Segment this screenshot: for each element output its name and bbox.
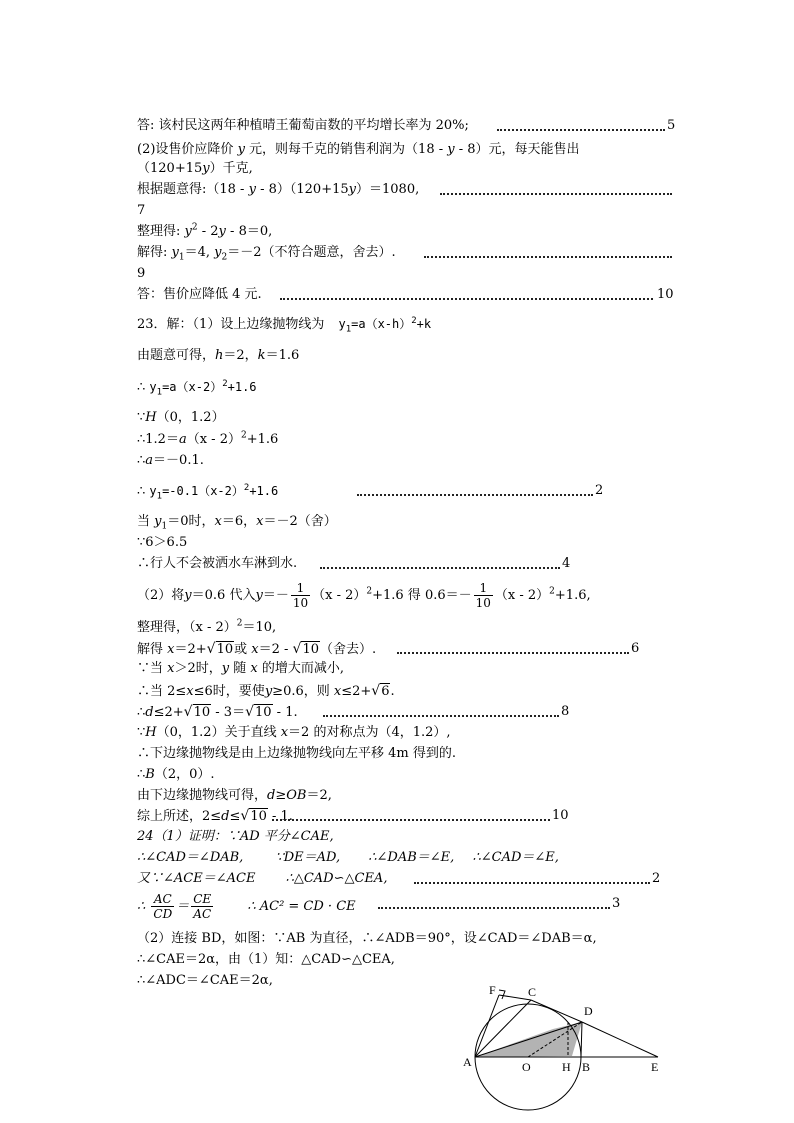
line-part2-setup: (2)设售价应降价 y 元，则每千克的销售利润为（18 - y - 8）元，每天能售出 xyxy=(137,142,580,157)
line-answer-price: 答：售价应降低 4 元. xyxy=(137,287,262,302)
line-q23-intro: 23．解：（1）设上边缘抛物线为 $y_1=a(x-h)^2+k$ xyxy=(137,316,432,335)
geometry-figure xyxy=(458,982,678,1117)
line-de xyxy=(582,1022,658,1057)
line-final-parabola: ∴ $y_1=-0.1(x-2)^2+1.6$ xyxy=(137,483,279,502)
line-symmetry: ∵H（0，1.2）关于直线 x＝2 的对称点为（4，1.2）, xyxy=(137,725,451,740)
right-angle-mark xyxy=(499,990,505,999)
label-a: A xyxy=(463,1055,472,1069)
line-angle-cae: ∴∠CAE＝2α，由（1）知：△CAD∽△CEA, xyxy=(137,952,395,967)
line-answer-growth xyxy=(137,116,469,136)
label-h: H xyxy=(562,1060,571,1074)
leader-dots xyxy=(357,494,593,497)
line-monotonic: ∵当 x＞2时，y 随 x 的增大而减小, xyxy=(137,661,344,676)
label-e: E xyxy=(651,1060,659,1074)
line-ratio: ∴ $\frac{AC}{CD}$ ＝ $\frac{CE}{AC}$ ∴ AC² = CD · CE xyxy=(137,892,356,921)
label-f: F xyxy=(489,983,496,997)
score-mark: 7 xyxy=(137,203,146,218)
line-summary: 综上所述，2≤d≤√10 - 1. xyxy=(137,806,293,826)
line-equation: 根据题意得:（18 - y - 8）（120+15y）＝1080, xyxy=(137,182,420,197)
fraction: $\frac{1}{10}$ xyxy=(292,581,309,610)
line-solve: 解得: $y_1=4$, $y_2=-2$（不符合题意，舍去）. xyxy=(137,245,396,263)
score-mark: 10 xyxy=(552,808,569,823)
leader-dots xyxy=(378,907,610,910)
score-mark: 2 xyxy=(652,871,661,886)
label-c: C xyxy=(528,985,537,999)
leader-dots xyxy=(280,298,653,301)
line-part2-connect: （2）连接 BD，如图：∵AB 为直径，∴∠ADB＝90°，设∠CAD＝∠DAB＝α, xyxy=(137,931,597,946)
line-point-h: ∵H（0，1.2） xyxy=(137,410,225,425)
score-mark: 5 xyxy=(667,118,676,133)
label-d: D xyxy=(584,1004,593,1018)
line-part2-substitute: （2）将y＝0.6 代入y＝－ $\frac{1}{10}$ （x - 2）$^2$+1.6 得 0.6＝－ $\frac{1}{10}$ （x - 2）$^2$+1.6, xyxy=(137,581,591,610)
line-q24-intro: 24（1）证明：∵AD 平分∠CAE, xyxy=(137,829,334,844)
formula: $y_1=a(x-h)^2+k$ xyxy=(338,316,432,335)
line-substitute: ∴1.2＝a（x - 2）$^2$+1.6 xyxy=(137,430,279,447)
score-mark: 8 xyxy=(561,704,570,719)
score-mark: 6 xyxy=(631,641,640,656)
line-fc xyxy=(499,995,531,1000)
leader-dots xyxy=(414,882,650,885)
line-point-b: ∴B（2，0）. xyxy=(137,767,215,782)
line-simplify-2: 整理得，（x - 2）$^2$＝10, xyxy=(137,618,277,635)
line-db xyxy=(581,1022,582,1057)
sqrt: √10 xyxy=(183,704,211,720)
leader-dots xyxy=(272,819,550,822)
score-mark: 9 xyxy=(137,266,146,281)
line-compare: ∵6＞6.5 xyxy=(137,535,188,550)
leader-dots xyxy=(497,129,665,132)
sqrt: √10 xyxy=(206,641,234,657)
line-conclusion-1: ∴行人不会被洒水车淋到水. xyxy=(137,556,298,571)
line-af xyxy=(475,995,499,1057)
leader-dots xyxy=(424,256,672,259)
line-simplify: 整理得: $y^2 - 2y - 8=0$, xyxy=(137,222,273,239)
leader-dots xyxy=(323,715,559,718)
sqrt: √10 xyxy=(240,808,267,824)
sqrt: √10 xyxy=(245,704,272,720)
line-d-bound: ∴d≤2+√10 - 3＝√10 - 1. xyxy=(137,702,298,722)
line-solve-2: 解得 x＝2+√10或 x＝2 - √10（舍去）. xyxy=(137,639,376,659)
label-o: O xyxy=(522,1060,531,1074)
line-vertex-form: ∴ $y_1=a(x-2)^2+1.6$ xyxy=(137,379,257,398)
line-angles: ∴∠CAD＝∠DAB, ∵DE＝AD, ∴∠DAB＝∠E, ∴∠CAD＝∠E, xyxy=(137,850,559,865)
leader-dots xyxy=(397,652,629,655)
fraction: $\frac{1}{10}$ xyxy=(475,581,491,610)
line-cd xyxy=(531,1000,582,1022)
score-mark: 2 xyxy=(595,483,604,498)
line-daily-sales: （120+15y）千克, xyxy=(137,161,253,176)
score-mark: 10 xyxy=(657,287,674,302)
line-angle-adc: ∴∠ADC＝∠CAE＝2α, xyxy=(137,973,273,988)
sqrt: √10 xyxy=(292,641,320,657)
line-lower-bound: 由下边缘抛物线可得，d≥OB＝2, xyxy=(137,788,332,803)
score-mark: 3 xyxy=(612,896,621,911)
score-mark: 4 xyxy=(562,556,571,571)
line-similar: 又∵∠ACE＝∠ACE ∴△CAD∽△CEA, xyxy=(137,871,388,886)
sqrt: √6 xyxy=(371,683,390,699)
leader-dots xyxy=(440,193,672,196)
fraction: $\frac{CE}{AC}$ xyxy=(193,892,212,921)
label-b: B xyxy=(582,1060,591,1074)
line-given-hk: 由题意可得，h＝2，k＝1.6 xyxy=(137,348,300,363)
leader-dots xyxy=(320,567,560,570)
line-a-value: ∴a＝－0.1. xyxy=(137,453,204,468)
line-roots: 当 $y_1=0$时，x＝6，x＝－2（舍） xyxy=(137,514,337,532)
line-range: ∴当 2≤x≤6时，要使y≥0.6，则 x≤2+√6. xyxy=(137,681,395,701)
line-translate: ∴下边缘抛物线是由上边缘抛物线向左平移 4m 得到的. xyxy=(137,746,456,761)
fraction: $\frac{AC}{CD}$ xyxy=(153,892,173,921)
answer-growth-text: 答: 该村民这两年种植晴王葡萄亩数的平均增长率为 20%; xyxy=(137,118,469,133)
